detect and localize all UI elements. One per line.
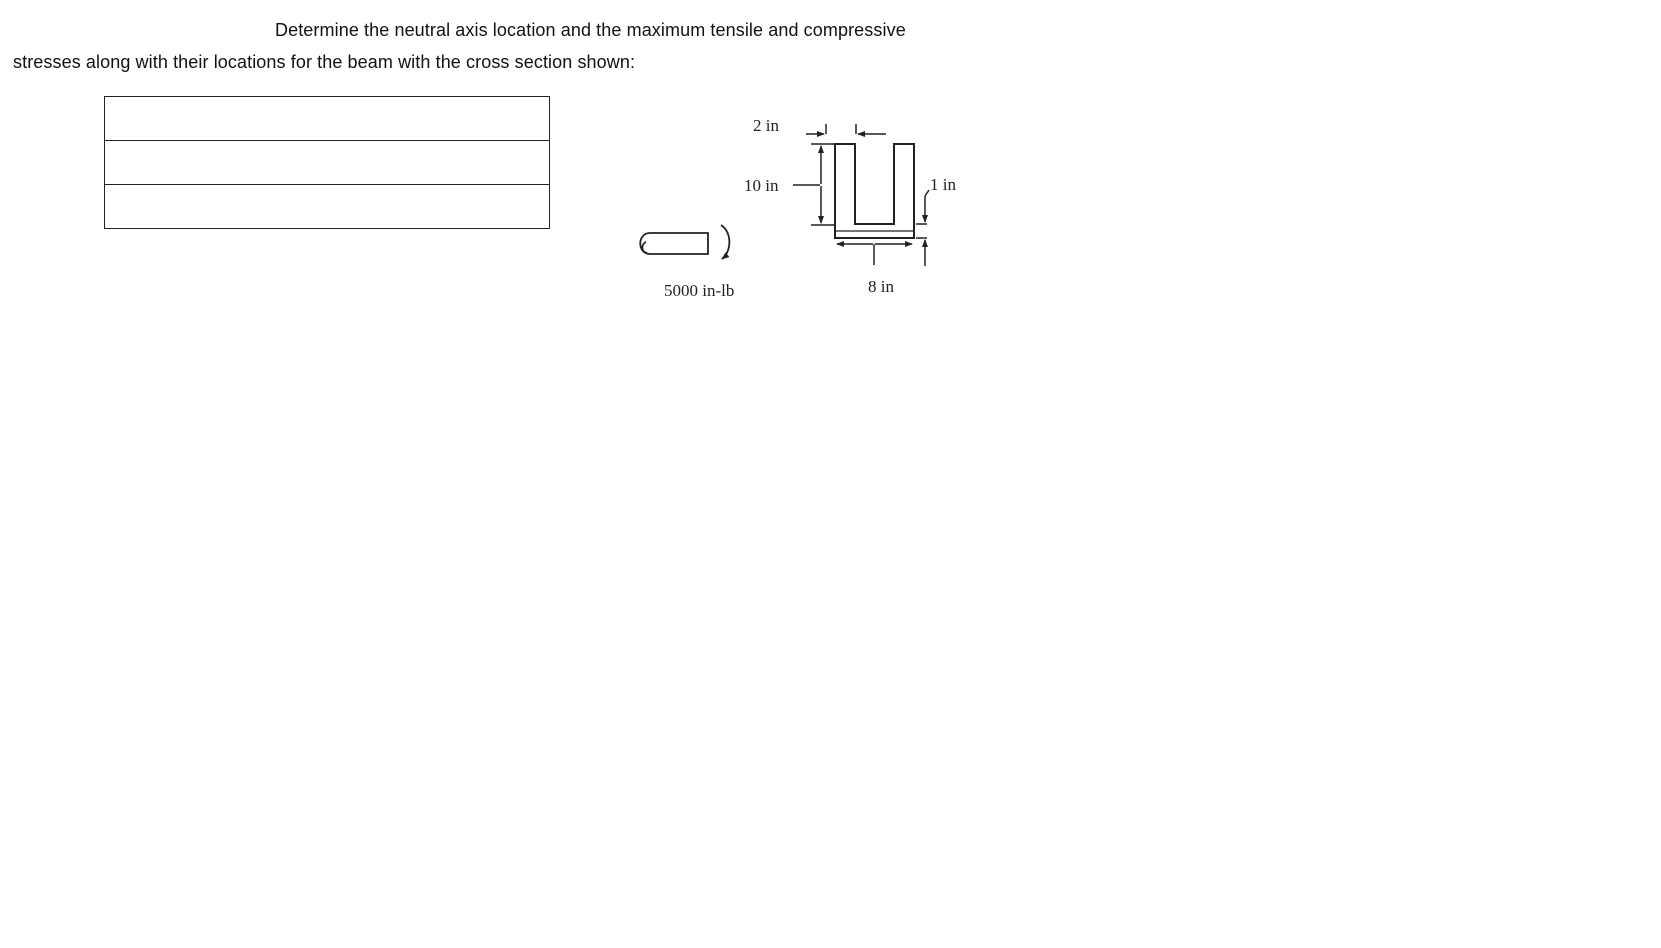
width-label: 8 in	[868, 277, 894, 296]
moment-label: 5000 in-lb	[664, 281, 735, 300]
flange-width-dimension	[806, 124, 886, 134]
beam-side-view	[640, 225, 729, 259]
thickness-dimension	[916, 190, 929, 266]
width-dimension	[837, 244, 912, 265]
u-channel-section	[835, 144, 914, 238]
flange-width-label: 2 in	[753, 116, 779, 135]
height-dimension	[793, 144, 834, 225]
height-label: 10 in	[744, 176, 779, 195]
problem-statement: Determine the neutral axis location and the maximum tensile and compressive stresses along with their locations for the beam with the cross section shown:	[13, 20, 906, 72]
thickness-label: 1 in	[930, 175, 956, 194]
